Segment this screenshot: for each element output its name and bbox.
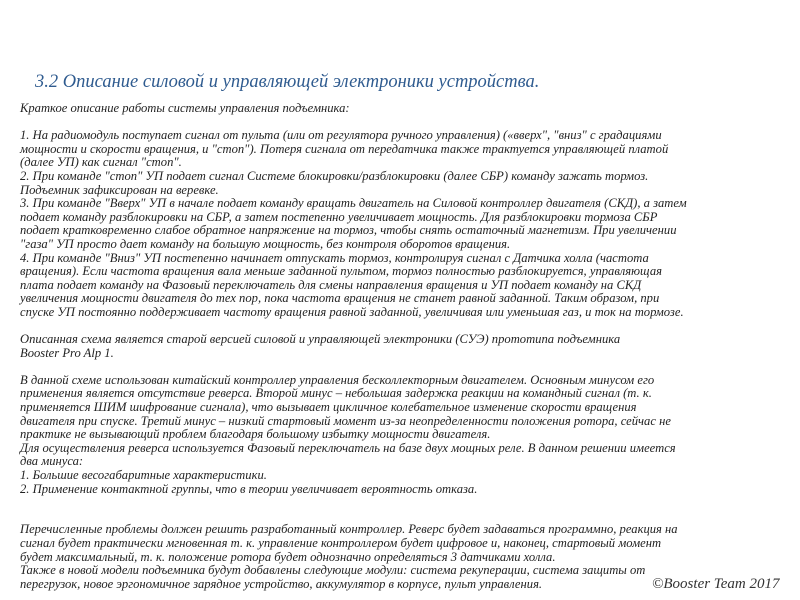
text-line: 3. При команде "Вверх" УП в начале подает команду вращать двигатель на Силовой контроллер двигателя (СКД), а затем [20, 196, 687, 211]
text-line: двигателя при спуске. Третий минус – низкий стартовый момент из-за неопределенности положения ротора, сейчас не [20, 413, 671, 428]
text-line: спуске УП постоянно поддерживает частоту вращения равной заданной, увеличивая или уменьшая газ, и ток на тормозе. [20, 304, 684, 319]
blank-line [20, 320, 790, 334]
text-line: Описанная схема является старой версией силовой и управляющей электроники (СУЭ) прототипа подъемника [20, 332, 621, 347]
text-line: Краткое описание работы системы управления подъемника: [20, 101, 350, 115]
copyright-footer: ©Booster Team 2017 [652, 576, 780, 592]
text-line: (далее УП) как сигнал "стоп". [20, 155, 182, 170]
text-line: подает кратковременно слабое обратное напряжение на тормоз, чтобы снять остаточный магнетизм. При увеличении [20, 223, 677, 238]
text-line: применяется ШИМ шифрование сигнала), что вызывает цикличное колебательное изменение скорости вращения [20, 400, 637, 415]
text-line: Также в новой модели подъемника будут добавлены следующие модули: система рекуперации, система защиты от [20, 563, 646, 578]
text-line: Перечисленные проблемы должен решить разработанный контроллер. Реверс будет задаваться программно, реакция на [20, 522, 678, 537]
text-line: Для осуществления реверса используется Фазовый переключатель на базе двух мощных реле. В данном решении имеется [20, 440, 676, 455]
text-line: 1. Большие весогабаритные характеристики. [20, 468, 267, 483]
text-line: 1. На радиомодуль поступает сигнал от пульта (или от регулятора ручного управления) («вверх", "вниз" с градациями [20, 128, 662, 143]
text-line: вращения). Если частота вращения вала меньше заданной пультом, тормоз полностью разблокируется, управляющая [20, 264, 662, 279]
text-line: практике не вызывающий проблем благодаря большому избытку мощности двигателя. [20, 427, 491, 442]
text-line: Подъемник зафиксирован на веревке. [20, 182, 219, 197]
text-line: сигнал будет практически мгновенная т. к. управление контроллером будет цифровое и, наконец, стартовый момент [20, 536, 662, 550]
text-line: перегрузок, новое эргономичное зарядное устройство, аккумулятор в корпусе, пульт управления. [20, 576, 543, 591]
text-line: Booster Pro Alp 1. [20, 345, 114, 360]
text-line: мощности и скорости вращения, и "стоп"). Потеря сигнала от передатчика также трактуется управляющей платой [20, 141, 669, 156]
text-line: 2. Применение контактной группы, что в теории увеличивает вероятность отказа. [20, 481, 478, 496]
text-line: плата подает команду на Фазовый переключатель для смены направления вращения и УП подает команду на СКД [20, 277, 642, 292]
text-line: два минуса: [20, 454, 84, 469]
text-line: применения является отсутствие реверса. Второй минус – небольшая задержка реакции на командный сигнал (т. к. [20, 386, 652, 401]
blank-line [20, 496, 790, 510]
text-line: 4. При команде "Вниз" УП постепенно начинает отпускать тормоз, контролируя сигнал с Датчика холла (частота [20, 250, 649, 265]
text-line: В данной схеме использован китайский контроллер управления бесколлекторным двигателем. Основным минусом его [20, 372, 655, 387]
document-body [20, 102, 790, 591]
blank-line [20, 116, 790, 130]
text-line: увеличения мощности двигателя до тех пор, пока частота вращения не станет равной заданной. Таким образом, при [20, 291, 660, 306]
text-line: 2. При команде "стоп" УП подает сигнал Системе блокировки/разблокировки (далее СБР) команду зажать тормоз. [20, 168, 649, 183]
blank-line [20, 510, 790, 524]
section-title: 3.2 Описание силовой и управляющей электроники устройства. [35, 72, 540, 92]
text-line: "газа" УП просто дает команду на большую мощность, без контроля оборотов вращения. [20, 236, 511, 251]
text-line: подает команду разблокировки на СБР, а затем постепенно увеличивает мощность. Для разблокировки тормоза СБР [20, 209, 658, 224]
blank-line [20, 360, 790, 374]
text-line: будет максимальный, т. к. положение ротора будет однозначно определяться 3 датчиками холла. [20, 549, 556, 564]
